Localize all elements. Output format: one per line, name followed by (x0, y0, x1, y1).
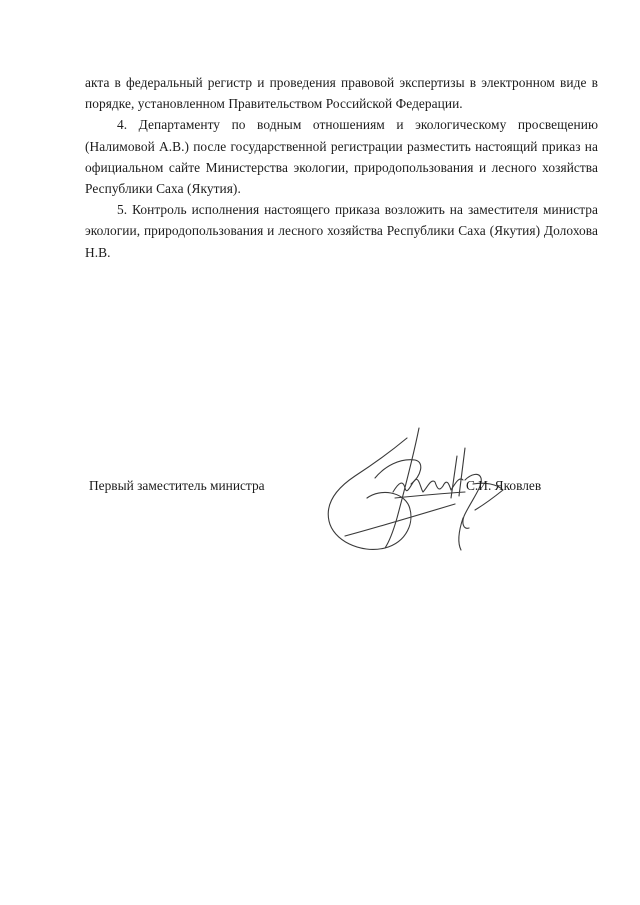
document-body (85, 72, 598, 263)
paragraph-item-4: 4. Департаменту по водным отношениям и экологическому просвещению (Налимовой А.В.) после государственной регистрации разместить настоящий приказ на официальном сайте Министерства экологии, природопользования и лесного хозяйства Республики Саха (Якутия). (85, 117, 598, 197)
paragraph-continuation: акта в федеральный регистр и проведения правовой экспертизы в электронном виде в порядке, установленном Правительством Российской Федерации. (85, 75, 598, 112)
signer-name: С.И. Яковлев (466, 478, 542, 493)
paragraph-item-5: 5. Контроль исполнения настоящего приказа возложить на заместителя министра экологии, природопользования и лесного хозяйства Республики Саха (Якутия) Долохова Н.В. (85, 202, 598, 260)
signer-position: Первый заместитель министра (89, 478, 265, 493)
